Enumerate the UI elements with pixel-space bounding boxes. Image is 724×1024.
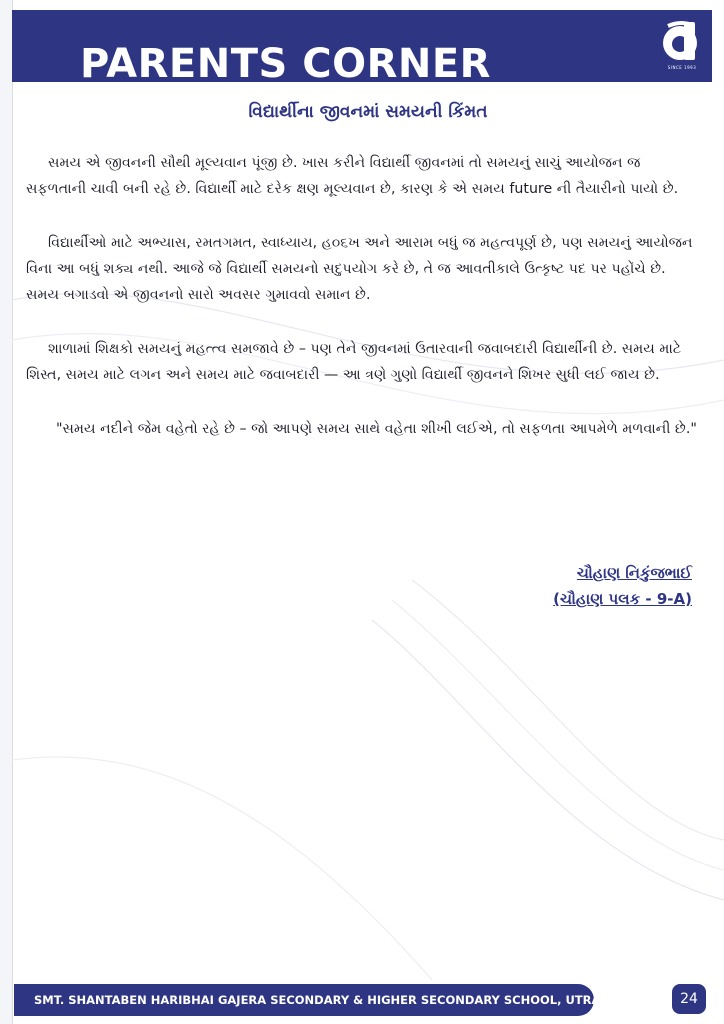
author-signature [553, 560, 692, 612]
page-title: PARENTS CORNER [80, 41, 491, 87]
article-body [26, 150, 698, 470]
article-paragraph: શાળામાં શિક્ષકો સમયનું મહત્ત્વ સમજાવે છે – પણ તેને જીવનમાં ઉતારવાની જવાબદારી વિદ્યાર્થીની છે. સમય માટે શિસ્ત, સમય માટે લગન અને સમય માટે જવાબદારી — આ ત્રણે ગુણો વિદ્યાર્થી જીવનને શિખર સુધી લઈ જાય છે. [26, 341, 682, 383]
article-paragraph: સમય એ જીવનની સૌથી મૂલ્યવાન પૂંજી છે. ખાસ કરીને વિદ્યાર્થી જીવનમાં તો સમયનું સાચું આયોજન જ સફળતાની ચાવી બની રહે છે. વિદ્યાર્થી માટે દરેક ક્ષણ મૂલ્યવાન છે, કારણ કે એ સમય future ની તૈયારીનો પાયો છે. [26, 155, 679, 197]
article-title: વિદ્યાર્થીના જીવનમાં સમયની કિંમત [248, 102, 488, 122]
article-quote: "સમય નદીને જેમ વહેતો રહે છે – જો આપણે સમય સાથે વહેતા શીખી લઈએ, તો સફળતા આપમેળે મળવાની છે." [56, 421, 697, 437]
footer-bar [14, 984, 611, 1016]
author-name: ચૌહાણ નિકુંજભાઈ [576, 564, 692, 582]
article-paragraph: વિદ્યાર્થીઓ માટે અભ્યાસ, રમતગમત, સ્વાધ્યાય, હ૦૬ખ અને આરામ બધું જ મહત્વપૂર્ણ છે, પણ સમયનું આયોજન વિના આ બધું શક્ય નથી. આજે જે વિદ્યાર્થી સમયનો સદુપયોગ કરે છે, તે જ આવતીકાલે ઉત્કૃષ્ટ પદ પર પહોંચે છે. સમય બગાડવો એ જીવનનો સારો અવસર ગુમાવવો સમાન છે. [26, 235, 693, 303]
logo-mark-icon [660, 18, 704, 64]
page-number: 24 [672, 984, 706, 1014]
school-logo [660, 18, 704, 74]
footer-school-name: SMT. SHANTABEN HARIBHAI GAJERA SECONDARY & HIGHER SECONDARY SCHOOL, UTRAN [34, 993, 611, 1007]
author-student: (ચૌહાણ પલક - 9-A) [553, 590, 692, 608]
logo-caption: SINCE 1993 [667, 65, 697, 70]
